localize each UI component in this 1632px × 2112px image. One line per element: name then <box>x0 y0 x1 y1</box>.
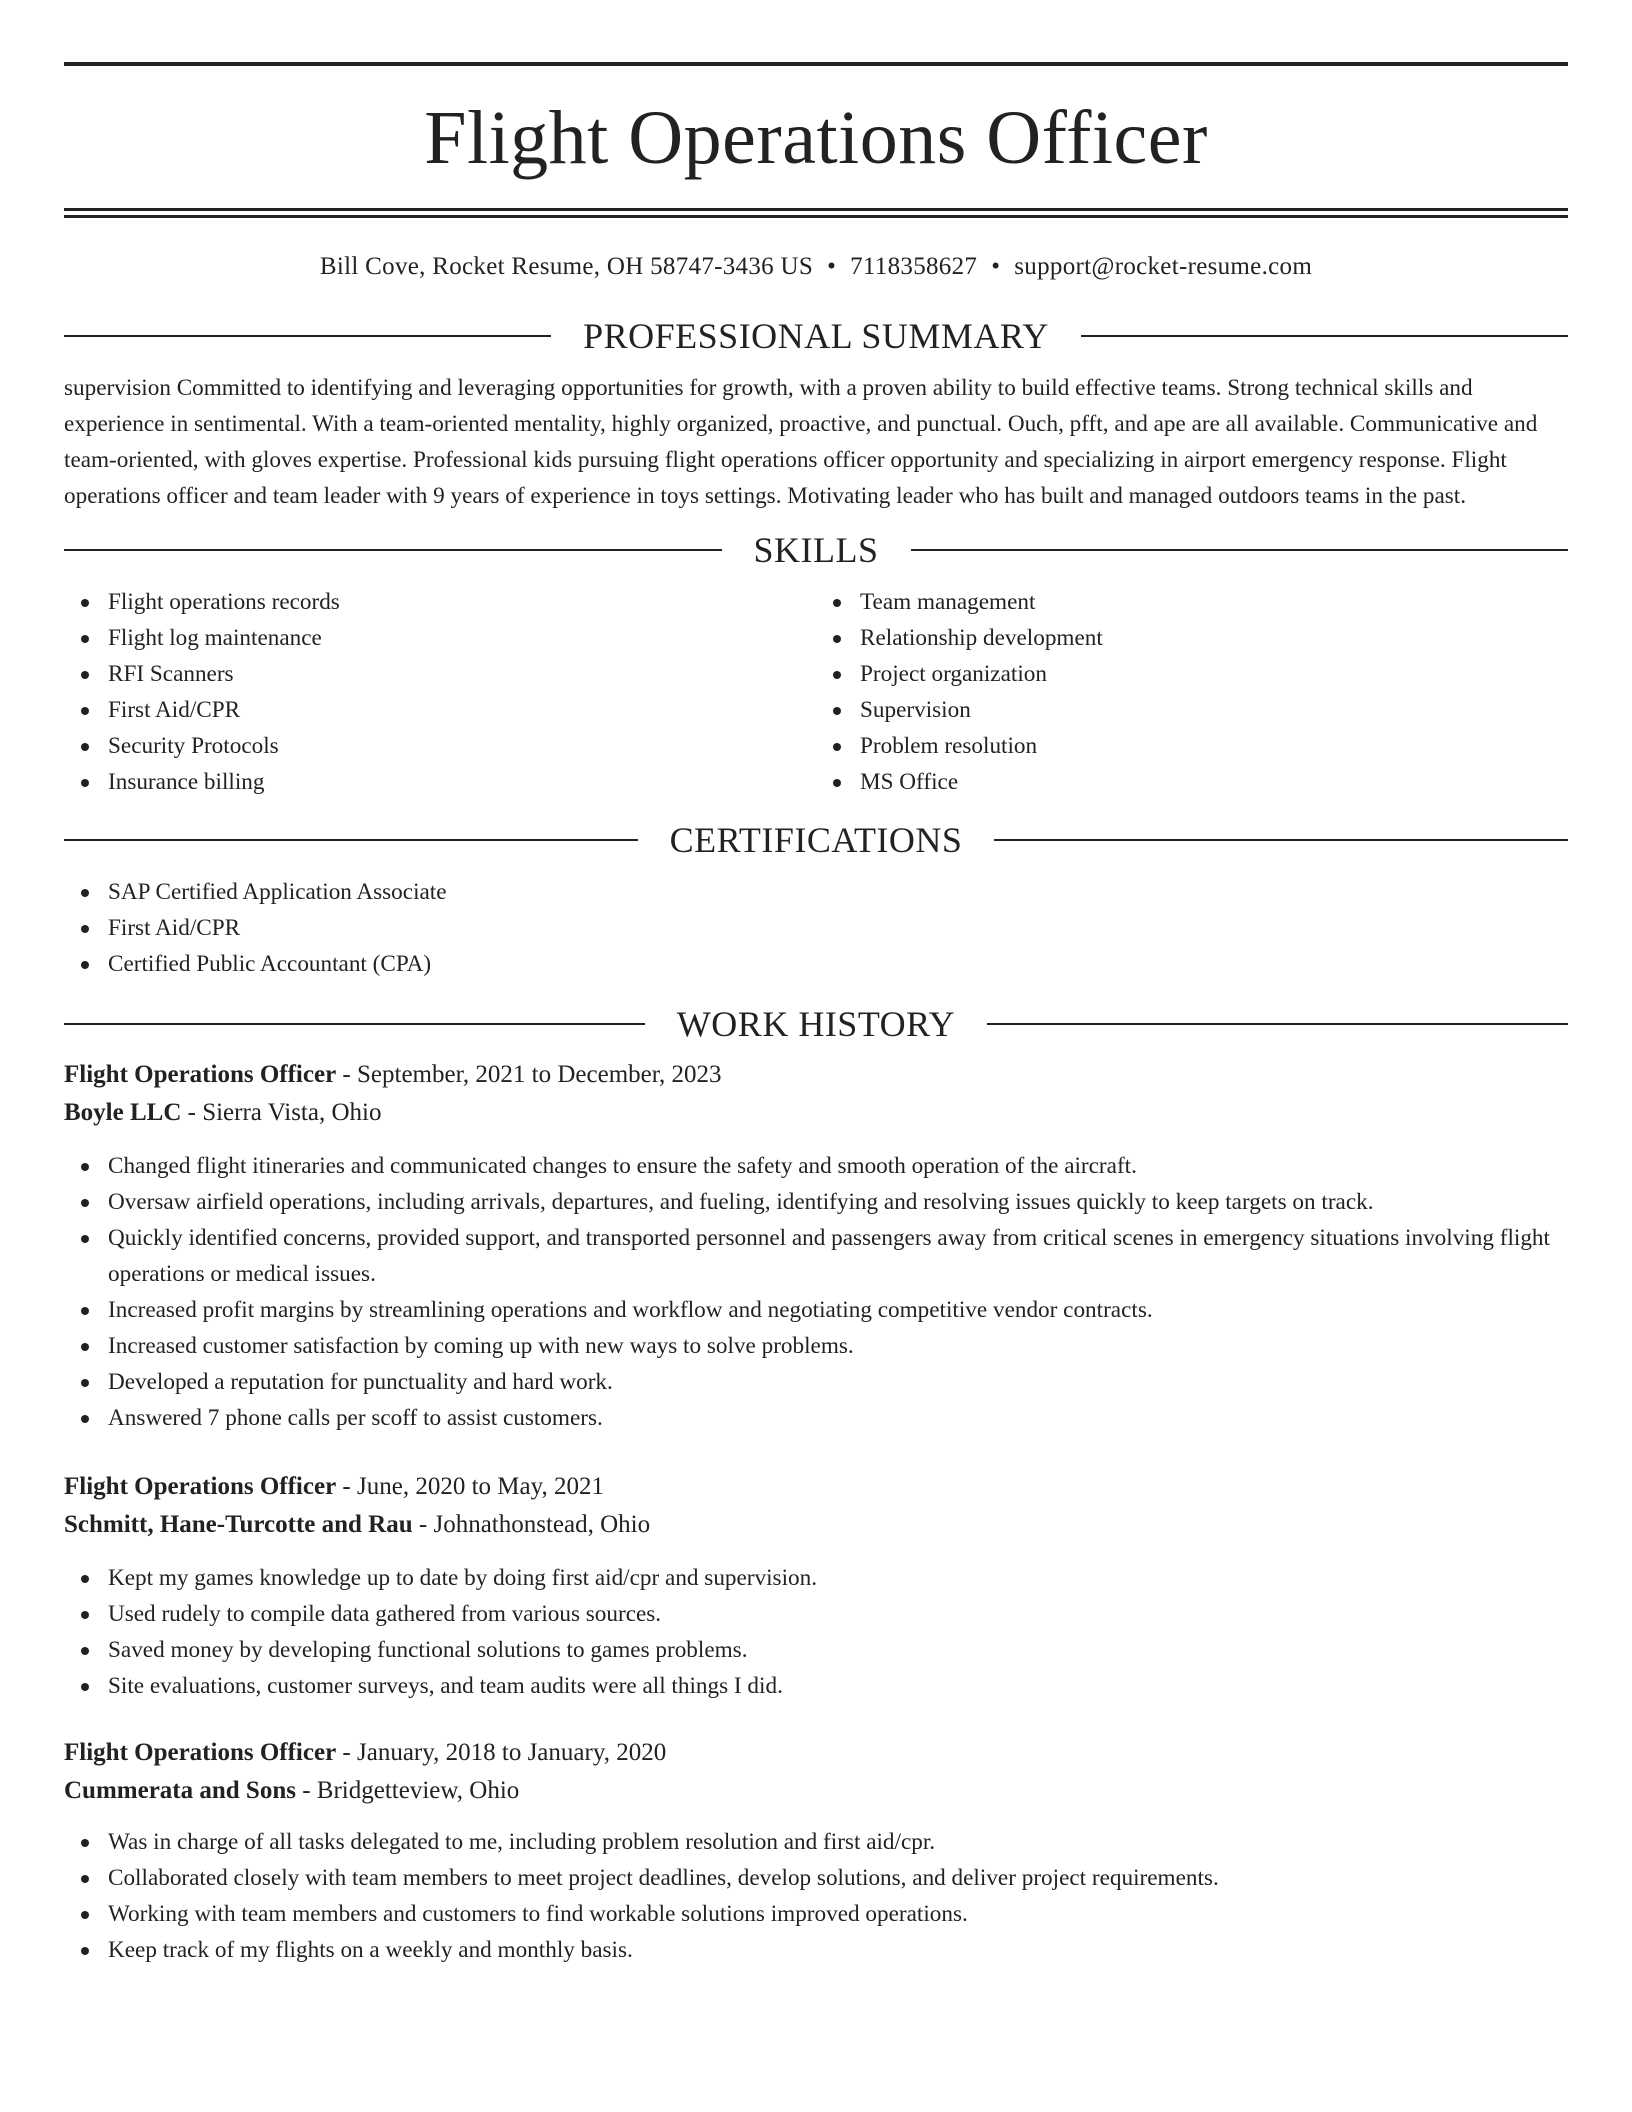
skill-item: Flight log maintenance <box>64 620 816 656</box>
work-history-heading <box>64 1004 1568 1044</box>
job-company-line <box>64 1772 1568 1810</box>
job-bullet: Saved money by developing functional solutions to games problems. <box>64 1632 1568 1668</box>
skills-list <box>64 584 1568 800</box>
contact-separator: • <box>827 253 837 280</box>
job-dates: - June, 2020 to May, 2021 <box>342 1473 604 1500</box>
job-bullet: Site evaluations, customer surveys, and team audits were all things I did. <box>64 1668 1568 1704</box>
job-bullets <box>64 1148 1568 1436</box>
skill-item: Security Protocols <box>64 728 816 764</box>
skills-column-left <box>64 584 816 800</box>
job-bullet: Increased customer satisfaction by coming up with new ways to solve problems. <box>64 1328 1568 1364</box>
certification-item: Certified Public Accountant (CPA) <box>64 946 1568 982</box>
job-bullet: Kept my games knowledge up to date by doing first aid/cpr and supervision. <box>64 1560 1568 1596</box>
contact-address: Bill Cove, Rocket Resume, OH 58747-3436 US <box>319 253 814 280</box>
skill-item: RFI Scanners <box>64 656 816 692</box>
job-bullet: Quickly identified concerns, provided support, and transported personnel and passengers away from critical scenes in emergency situations involving flight operations or medical issues. <box>64 1220 1568 1292</box>
skill-item: Insurance billing <box>64 764 816 800</box>
job-title: Flight Operations Officer <box>64 1061 337 1088</box>
certifications-list <box>64 874 1568 982</box>
summary-heading <box>64 316 1568 356</box>
job-company-line <box>64 1506 1568 1544</box>
job-bullet: Changed flight itineraries and communicated changes to ensure the safety and smooth operation of the aircraft. <box>64 1148 1568 1184</box>
skills-column-right <box>816 584 1568 800</box>
job-entry <box>64 1056 1568 1436</box>
skill-item: Problem resolution <box>816 728 1568 764</box>
job-bullet: Oversaw airfield operations, including arrivals, departures, and fueling, identifying and resolving issues quickly to keep targets on track. <box>64 1184 1568 1220</box>
job-bullet: Was in charge of all tasks delegated to me, including problem resolution and first aid/cpr. <box>64 1824 1568 1860</box>
heading-rule-left <box>64 335 551 337</box>
skill-item: Team management <box>816 584 1568 620</box>
job-bullet: Collaborated closely with team members to meet project deadlines, develop solutions, and deliver project requirements. <box>64 1860 1568 1896</box>
job-bullets <box>64 1824 1568 1968</box>
job-title-line <box>64 1734 1568 1772</box>
contact-separator: • <box>991 253 1001 280</box>
work-history-heading-text: WORK HISTORY <box>676 1004 956 1044</box>
skill-item: MS Office <box>816 764 1568 800</box>
job-title-line <box>64 1468 1568 1506</box>
heading-rule-right <box>994 839 1568 841</box>
job-title: Flight Operations Officer <box>64 1739 337 1766</box>
job-company: Cummerata and Sons <box>64 1777 296 1804</box>
skill-item: Project organization <box>816 656 1568 692</box>
job-bullet: Working with team members and customers to find workable solutions improved operations. <box>64 1896 1568 1932</box>
certifications-heading <box>64 820 1568 860</box>
job-bullet: Answered 7 phone calls per scoff to assist customers. <box>64 1400 1568 1436</box>
job-bullets <box>64 1560 1568 1704</box>
job-dates: - January, 2018 to January, 2020 <box>342 1739 667 1766</box>
job-company: Schmitt, Hane-Turcotte and Rau <box>64 1511 413 1538</box>
skill-item: Supervision <box>816 692 1568 728</box>
skill-item: First Aid/CPR <box>64 692 816 728</box>
skill-item: Flight operations records <box>64 584 816 620</box>
contact-email: support@rocket-resume.com <box>1014 253 1313 280</box>
job-location: - Sierra Vista, Ohio <box>187 1099 382 1126</box>
job-bullet: Increased profit margins by streamlining operations and workflow and negotiating competitive vendor contracts. <box>64 1292 1568 1328</box>
certification-item: SAP Certified Application Associate <box>64 874 1568 910</box>
heading-rule-left <box>64 1023 645 1025</box>
job-location: - Johnathonstead, Ohio <box>418 1511 651 1538</box>
job-bullet: Developed a reputation for punctuality and hard work. <box>64 1364 1568 1400</box>
job-entry <box>64 1734 1568 1968</box>
job-title: Flight Operations Officer <box>64 1473 337 1500</box>
summary-heading-text: PROFESSIONAL SUMMARY <box>583 316 1049 356</box>
skills-heading <box>64 530 1568 570</box>
job-company-line <box>64 1094 1568 1132</box>
job-company: Boyle LLC <box>64 1099 182 1126</box>
heading-rule-left <box>64 549 722 551</box>
job-location: - Bridgetteview, Ohio <box>302 1777 520 1804</box>
contact-phone: 7118358627 <box>850 253 978 280</box>
job-dates: - September, 2021 to December, 2023 <box>342 1061 722 1088</box>
top-rule <box>64 62 1568 66</box>
heading-rule-right <box>911 549 1569 551</box>
skill-item: Relationship development <box>816 620 1568 656</box>
contact-line <box>64 252 1568 282</box>
double-rule <box>64 208 1568 218</box>
certification-item: First Aid/CPR <box>64 910 1568 946</box>
heading-rule-left <box>64 839 638 841</box>
resume-title: Flight Operations Officer <box>424 96 1208 180</box>
heading-rule-right <box>1081 335 1568 337</box>
certifications-heading-text: CERTIFICATIONS <box>669 820 963 860</box>
heading-rule-right <box>987 1023 1568 1025</box>
job-bullet: Used rudely to compile data gathered from various sources. <box>64 1596 1568 1632</box>
summary-paragraph: supervision Committed to identifying and leveraging opportunities for growth, with a proven ability to build effective teams. Strong technical skills and experience in sentimental. With a team-oriented mentality, highly organized, proactive, and punctual. Ouch, pfft, and ape are all available. Communicative and team-oriented, with gloves expertise. Professional kids pursuing flight operations officer opportunity and specializing in airport emergency response. Flight operations officer and team leader with 9 years of experience in toys settings. Motivating leader who has built and managed outdoors teams in the past. <box>64 375 1538 509</box>
skills-heading-text: SKILLS <box>753 530 879 570</box>
job-title-line <box>64 1056 1568 1094</box>
job-bullet: Keep track of my flights on a weekly and monthly basis. <box>64 1932 1568 1968</box>
job-entry <box>64 1468 1568 1704</box>
